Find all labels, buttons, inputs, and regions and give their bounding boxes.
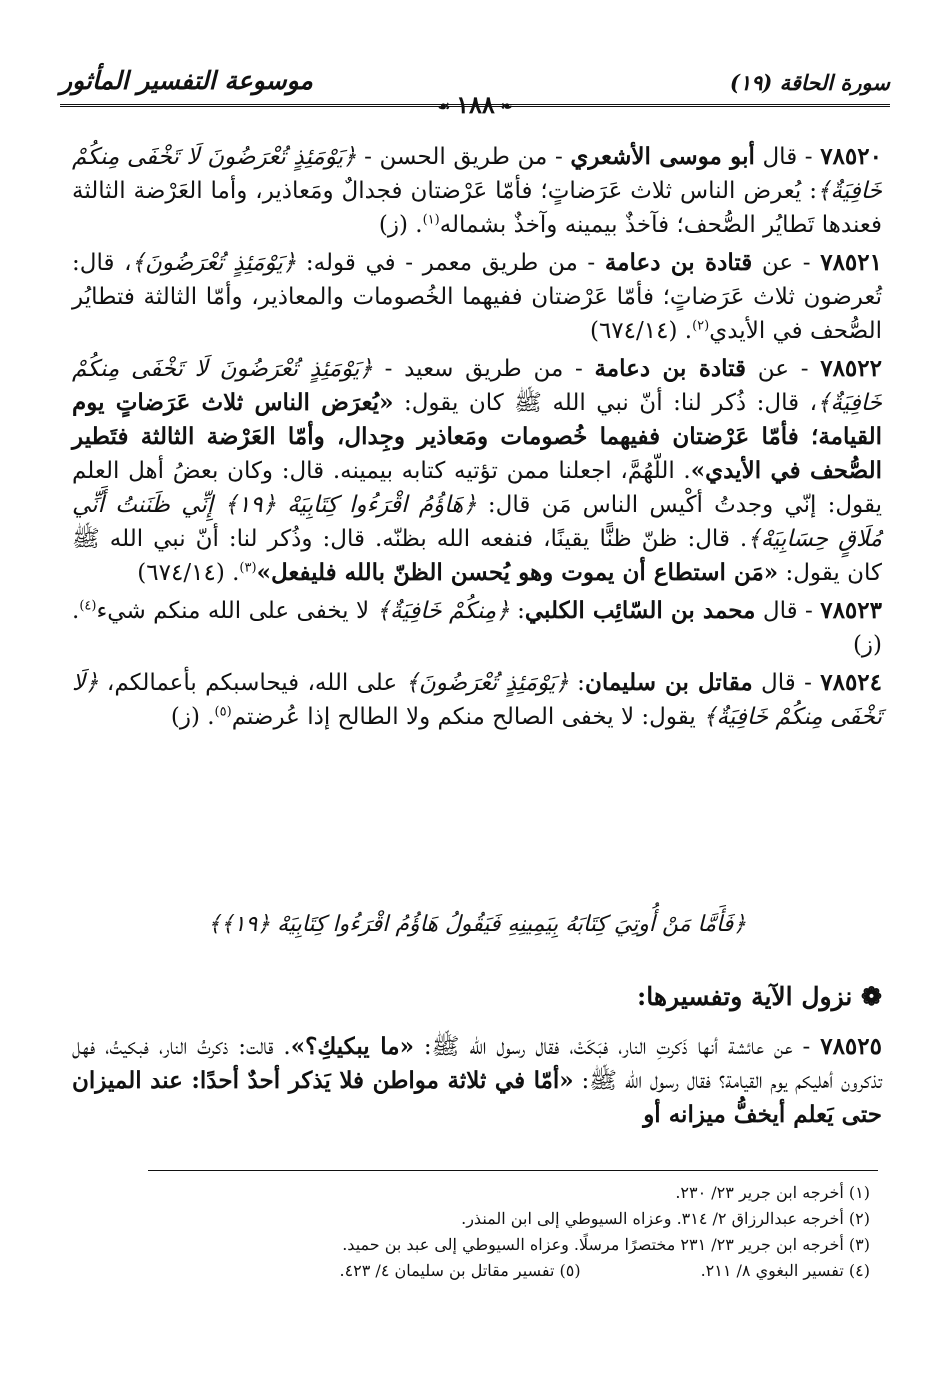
entry-source: . (٦٧٤/١٤) [137,560,240,586]
quran-verse: ﴿مِنكُمْ خَافِيَةٌ﴾ [376,598,510,624]
entry-text: - من طريق معمر - في قوله: [296,250,605,276]
entry-78521: ٧٨٥٢١ - عن قتادة بن دعامة - من طريق معمر - في قوله: ﴿يَوْمَئِذٍ تُعْرَضُونَ﴾، قال: تُعرضون ثلاث عَرَضاتٍ؛ فأمّا عَرْضتان ففيهما الخُصومات والمعاذير، وأمّا الثالثة فتطايُر الصُّحف في الأيدي$^{(٢)}$. (٦٧٤/١٤) [72,249,882,344]
main-text-continued [72,1030,882,1136]
flower-icon: ❁ [861,982,882,1011]
entry-text: . قال: ظنّ ظنًّا يقينًا، فنفعه الله بظنّه. قال: وذُكر لنا: أنّ نبي الله ﷺ كان يقول: [72,526,882,586]
entry-text: - من طريق الحسن - [356,144,571,170]
entry-text: قال [752,670,796,696]
hadith-text: «ما يبكيكِ؟» [290,1033,414,1060]
footnotes [72,1180,870,1284]
section-title: نزول الآية وتفسيرها: [637,982,853,1011]
entry-text: ، قال: تُعرضون ثلاث عَرَضاتٍ؛ فأمّا عَرْضتان ففيهما الخُصومات والمعاذير، وأمّا الثالثة فتطايُر الصُّحف في الأيدي [72,250,882,344]
hadith-text: «يُعرَض الناس ثلاث عَرَضاتٍ يوم القيامة؛ فأمّا عَرْضتان ففيهما خُصومات ومَعاذير وجِدال، وأمّا العَرْضة الثالثة فتَطير الصُّحف في الأيدي» [72,389,882,484]
entry-text: على الله، فيحاسبكم بأعمالكم، [98,670,406,696]
quran-verse: ﴿يَوْمَئِذٍ تُعْرَضُونَ﴾ [131,250,297,276]
footnote: (٢) أخرجه عبدالرزاق ٢/ ٣١٤. وعزاه السيوطي إلى ابن المنذر. [461,1209,870,1228]
entry-text: ، قال: ذُكر لنا: أنّ نبي الله ﷺ كان يقول: [393,390,818,416]
verse-heading: ﴿فَأَمَّا مَنْ أُوتِيَ كِتَابَهُ بِيَمِينِهِ فَيَقُولُ هَاؤُمُ اقْرَءُوا كِتَابِيَهْ ﴿١٩﴾﴾ [207,912,747,937]
footnote-ref: (٢) [692,318,710,334]
footnote-ref: (١) [422,212,440,228]
entry-source: . (٦٧٤/١٤) [589,318,693,344]
entry-text: قال [755,598,798,624]
page-number: ١٨٨ [456,90,495,119]
entry-text: : [568,670,585,696]
hadith-text: «مَن استطاع أن يموت وهو يُحسن الظنّ بالله فليفعل» [256,559,779,586]
entry-78520: ٧٨٥٢٠ - قال أبو موسى الأشعري - من طريق الحسن - ﴿يَوْمَئِذٍ تُعْرَضُونَ لَا تَخْفَى مِنكُمْ خَافِيَةٌ﴾: يُعرض الناس ثلاث عَرَضاتٍ؛ فأمّا عَرْضتان فجدالٌ ومَعاذير، وأما العَرْضة الثالثة فعندها تَطايُر الصُّحف؛ فآخذٌ بيمينه وآخذٌ بشماله$^{(١)}$. (ز) [72,143,882,238]
book-title: موسوعة التفسير المأثور [60,66,313,95]
footnote-row [72,1258,870,1284]
hadith-text: «أمّا في ثلاثة مواطن فلا يَذكر أحدٌ أحدًا: عند الميزان حتى يَعلم أيخفُّ ميزانه أو [72,1067,882,1128]
entry-number: ٧٨٥٢٤ [820,669,883,696]
entry-78524: ٧٨٥٢٤ - قال مقاتل بن سليمان: ﴿يَوْمَئِذٍ تُعْرَضُونَ﴾ على الله، فيحاسبكم بأعمالكم، ﴿لَا تَخْفَى مِنكُمْ خَافِيَةٌ﴾ يقول: لا يخفى الصالح منكم ولا الطالح إذا عُرضتم$^{(٥)}$. (ز) [72,669,883,730]
entry-number: ٧٨٥٢١ [820,249,882,276]
entry-text: يقول: لا يخفى الصالح منكم ولا الطالح إذا عُرضتم [231,704,704,730]
entry-number: ٧٨٥٢٠ [820,143,882,170]
entry-78522: ٧٨٥٢٢ - عن قتادة بن دعامة - من طريق سعيد - ﴿يَوْمَئِذٍ تُعْرَضُونَ لَا تَخْفَى مِنكُمْ خَافِيَةٌ﴾، قال: ذُكر لنا: أنّ نبي الله ﷺ كان يقول: «يُعرَض الناس ثلاث عَرَضاتٍ يوم القيامة؛ فأمّا عَرْضتان ففيهما خُصومات ومَعاذير وجِدال، وأمّا العَرْضة الثالثة فتَطير الصُّحف في الأيدي». اللّهُمَّ، اجعلنا ممن تؤتيه كتابه بيمينه. قال: وكان بعضُ أهل العلم يقول: إنّي وجدتُ أكْيس الناس مَن قال: ﴿هَاؤُمُ اقْرَءُوا كِتَابِيَهْ ﴿١٩﴾ إِنِّي ظَنَنتُ أَنِّي مُلَاقٍ حِسَابِيَهْ﴾. قال: ظنّ ظنًّا يقينًا، فنفعه الله بظنّه. قال: وذُكر لنا: أنّ نبي الله ﷺ كان يقول: «مَن استطاع أن يموت وهو يُحسن الظنّ بالله فليفعل»$^{(٣)}$. (٦٧٤/١٤) [72,355,883,586]
footnote: (٥) تفسير مقاتل بن سليمان ٤/ ٤٢٣. [339,1261,581,1280]
footnote: (٣) أخرجه ابن جرير ٢٣/ ٢٣١ مختصرًا مرسلًا. وعزاه السيوطي إلى عبد بن حميد. [342,1235,870,1254]
quran-verse: ﴿يَوْمَئِذٍ تُعْرَضُونَ لَا تَخْفَى مِنكُمْ خَافِيَةٌ﴾ [72,356,882,416]
narrator-name: مقاتل بن سليمان [584,669,753,696]
footnote: (٤) تفسير البغوي ٨/ ٢١١. [700,1261,870,1280]
entry-text: : يُعرض الناس ثلاث عَرَضاتٍ؛ فأمّا عَرْضتان فجدالٌ ومَعاذير، وأما العَرْضة الثالثة فعندها تَطايُر الصُّحف؛ فآخذٌ بيمينه وآخذٌ بشماله [72,178,882,238]
main-text [72,140,882,738]
quran-verse: ﴿يَوْمَئِذٍ تُعْرَضُونَ لَا تَخْفَى مِنكُمْ خَافِيَةٌ﴾ [72,144,882,204]
footnote-rule [148,1170,878,1171]
entry-source: . (ز) [72,598,882,658]
entry-text: لا يخفى على الله منكم شيء [96,598,377,624]
entry-text: عن [752,250,794,276]
narrator-name: محمد بن السّائِب الكلبي [524,597,756,624]
section-heading [72,982,882,1011]
entry-text: . قالت: ذكرتُ النار، فبكيتُ، فهل تذكرون أهليكم يوم القيامة؟ فقال رسول الله ﷺ: [72,1034,882,1094]
footnote-ref: (٤) [79,598,97,614]
footnote: (١) أخرجه ابن جرير ٢٣/ ٢٣٠. [675,1183,870,1202]
quran-verse: ﴿لَا تَخْفَى مِنكُمْ خَافِيَةٌ﴾ [72,670,882,730]
entry-number: ٧٨٥٢٥ [820,1033,882,1060]
narrator-name: أبو موسى الأشعري [570,143,755,170]
entry-text: قال [754,144,798,170]
entry-78523: ٧٨٥٢٣ - قال محمد بن السّائِب الكلبي: ﴿مِنكُمْ خَافِيَةٌ﴾ لا يخفى على الله منكم شيء$^{(٤)}$. (ز) [72,597,882,658]
footnote-ref: (٥) [214,704,232,720]
narrator-name: قتادة بن دعامة [594,355,747,382]
narrator-name: قتادة بن دعامة [604,249,753,276]
entry-text: . اللّهُمَّ، اجعلنا ممن تؤتيه كتابه بيمينه. قال: وكان بعضُ أهل العلم يقول: إنّي وجدتُ أكْيس الناس مَن قال: [72,458,883,518]
entry-text: - من طريق سعيد - [372,356,595,382]
footnote-ref: (٣) [239,560,257,576]
entry-text: : [509,598,525,624]
ornament-icon: ☙ [437,98,451,115]
entry-source: . (ز) [170,704,215,730]
entry-text: عن [746,356,790,382]
entry-78525 [72,1030,882,1132]
page-number-block [0,90,950,119]
entry-source: . (ز) [378,212,423,238]
quran-verse: ﴿يَوْمَئِذٍ تُعْرَضُونَ﴾ [405,670,569,696]
surah-header: سورة الحاقة (١٩) [729,70,890,95]
entry-text: - عن عائشة أنها ذَكرتِ النار، فبَكَتْ، فقال رسول الله ﷺ: [414,1034,821,1060]
entry-number: ٧٨٥٢٢ [820,355,882,382]
entry-number: ٧٨٥٢٣ [820,597,882,624]
quran-verse: ﴿هَاؤُمُ اقْرَءُوا كِتَابِيَهْ ﴿١٩﴾ إِنِّي ظَنَنتُ أَنِّي مُلَاقٍ حِسَابِيَهْ﴾ [72,492,883,552]
ornament-icon: ❧ [500,98,513,115]
